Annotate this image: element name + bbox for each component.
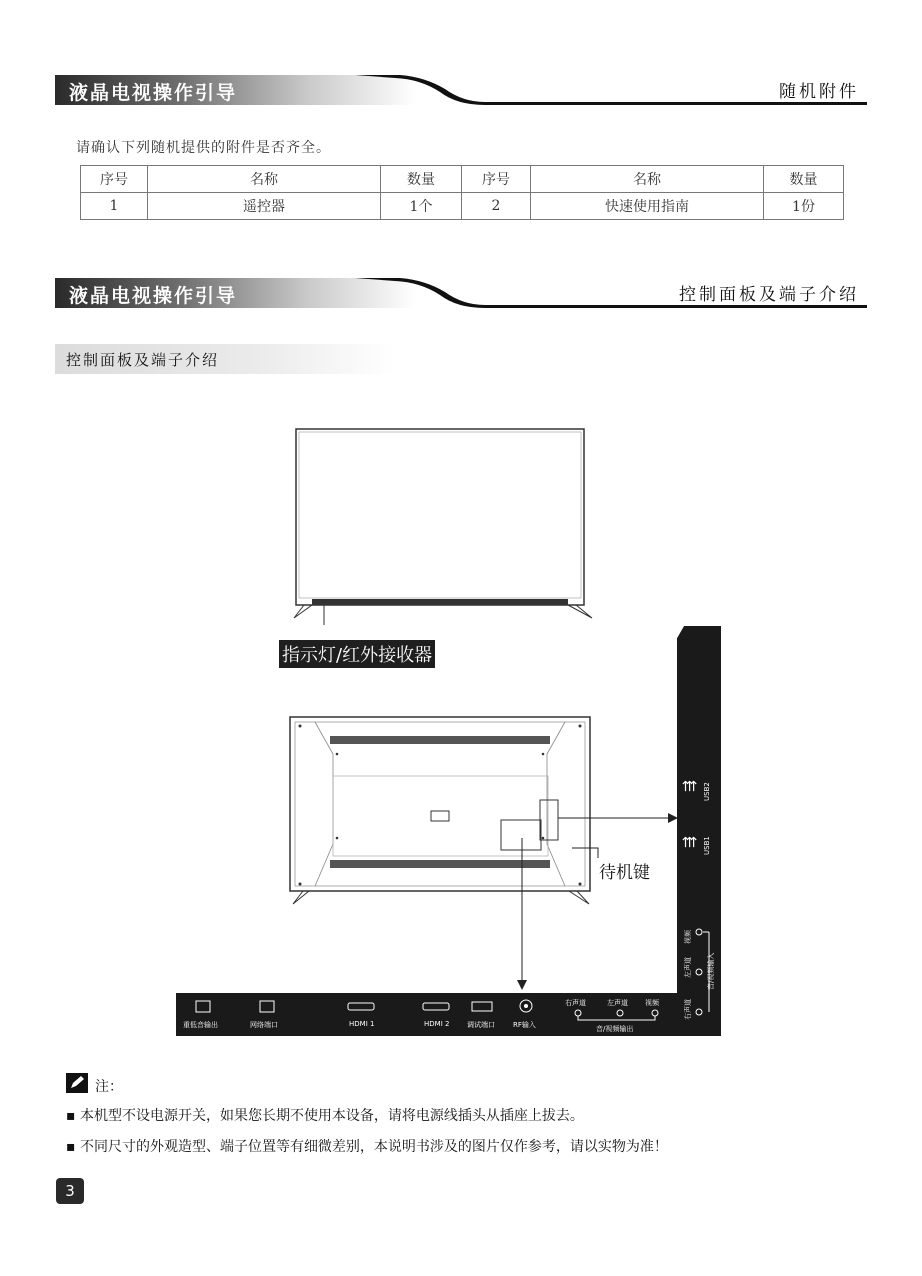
table-cell: 1 bbox=[81, 193, 148, 220]
page-number: 3 bbox=[56, 1178, 84, 1204]
table-header: 数量 bbox=[381, 166, 462, 193]
usb-icon: ⇶ bbox=[681, 780, 698, 792]
header-title: 液晶电视操作引导 bbox=[69, 285, 238, 307]
usb1-label: USB1 bbox=[703, 836, 711, 855]
note-item: ▪ 不同尺寸的外观造型、端子位置等有细微差别，本说明书涉及的图片仅作参考，请以实物为准！ bbox=[66, 1139, 668, 1155]
note-title: 注： bbox=[95, 1079, 123, 1095]
header-title: 液晶电视操作引导 bbox=[69, 82, 238, 104]
usb-icon: ⇶ bbox=[681, 836, 698, 848]
pencil-icon bbox=[66, 1073, 88, 1093]
av-out-video-label: 视频 bbox=[645, 999, 659, 1007]
av-out-right-label: 右声道 bbox=[565, 999, 586, 1007]
note-item: ▪ 本机型不设电源开关，如果您长期不使用本设备，请将电源线插头从插座上拔去。 bbox=[66, 1108, 584, 1124]
table-header: 数量 bbox=[764, 166, 844, 193]
av-out-group-label: 音/视频输出 bbox=[596, 1025, 634, 1033]
table-cell: 1个 bbox=[381, 193, 462, 220]
network-port-label: 网络端口 bbox=[250, 1021, 278, 1029]
hdmi2-label: HDMI 2 bbox=[424, 1020, 450, 1028]
indicator-label: 指示灯/红外接收器 bbox=[279, 640, 435, 668]
table-cell: 1份 bbox=[764, 193, 844, 220]
subheading: 控制面板及端子介绍 bbox=[66, 351, 220, 369]
intro-text: 请确认下列随机提供的附件是否齐全。 bbox=[76, 140, 331, 156]
av-in-video-label: 视频 bbox=[684, 930, 692, 944]
av-in-group-label: 音/视频输入 bbox=[707, 952, 715, 990]
debug-port-label: 调试端口 bbox=[467, 1021, 495, 1029]
table-header: 名称 bbox=[531, 166, 764, 193]
subwoofer-port-label: 重低音输出 bbox=[183, 1021, 218, 1029]
table-header: 名称 bbox=[148, 166, 381, 193]
av-in-right-label: 右声道 bbox=[684, 999, 692, 1020]
table-cell: 遥控器 bbox=[148, 193, 381, 220]
header-section-name: 控制面板及端子介绍 bbox=[679, 285, 859, 305]
rf-input-label: RF输入 bbox=[513, 1021, 536, 1029]
header-section-name: 随机附件 bbox=[779, 82, 859, 102]
table-header: 序号 bbox=[462, 166, 531, 193]
table-cell: 快速使用指南 bbox=[531, 193, 764, 220]
standby-label: 待机键 bbox=[599, 863, 650, 883]
av-out-left-label: 左声道 bbox=[607, 999, 628, 1007]
usb2-label: USB2 bbox=[703, 782, 711, 801]
table-cell: 2 bbox=[462, 193, 531, 220]
av-in-jacks bbox=[677, 920, 721, 1030]
av-in-left-label: 左声道 bbox=[684, 957, 692, 978]
table-header: 序号 bbox=[81, 166, 148, 193]
hdmi1-label: HDMI 1 bbox=[349, 1020, 375, 1028]
